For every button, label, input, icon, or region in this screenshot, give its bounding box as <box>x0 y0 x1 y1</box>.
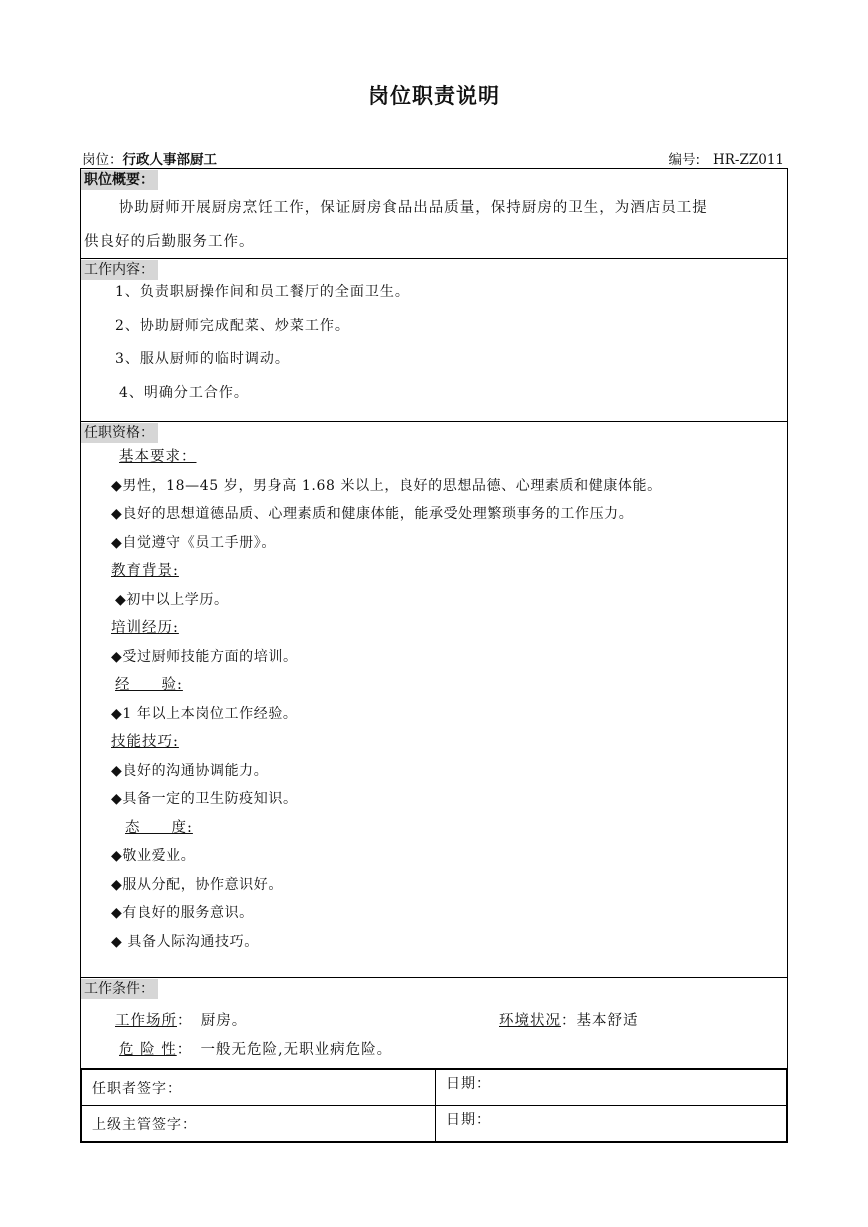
duty-item: 4、明确分工合作。 <box>119 384 249 401</box>
attitude-item: ◆有良好的服务意识。 <box>111 905 254 921</box>
summary-line-1: 协助厨师开展厨房烹饪工作，保证厨房食品出品质量，保持厨房的卫生，为酒店员工提 <box>118 200 708 216</box>
training-heading: 培训经历: <box>111 620 179 636</box>
environment-value: ：基本舒适 <box>561 1013 639 1029</box>
conditions-label: 工作条件： <box>81 979 158 999</box>
conditions-row-1 <box>81 1005 787 1035</box>
supervisor-signature: 上级主管签字： <box>82 1106 436 1142</box>
environment <box>499 1009 639 1030</box>
signature-table <box>81 1069 787 1142</box>
duty-item: 3、服从厨师的临时调动。 <box>115 351 290 367</box>
environment-label: 环境状况 <box>499 1013 561 1029</box>
qualifications-label: 任职资格： <box>81 423 158 443</box>
duty-item: 1、负责职厨操作间和员工餐厅的全面卫生。 <box>115 284 410 300</box>
summary-line-2: 供良好的后勤服务工作。 <box>84 234 255 250</box>
code-value: HR-ZZ011 <box>712 152 784 168</box>
attitude-item: ◆服从分配，协作意识好。 <box>111 876 283 893</box>
conditions-section <box>81 977 787 1068</box>
work-place-label: 工作场所 <box>115 1013 177 1029</box>
summary-label: 职位概要： <box>81 170 158 190</box>
risk <box>119 1038 392 1059</box>
duty-item: 2、协助厨师完成配菜、炒菜工作。 <box>115 317 350 334</box>
document-title: 岗位职责说明 <box>368 83 500 108</box>
code-line <box>669 148 784 168</box>
education-heading: 教育背景: <box>111 563 179 579</box>
basic-requirements-heading: 基本要求： <box>119 449 197 465</box>
signature-section <box>81 1068 787 1142</box>
holder-date: 日期： <box>436 1070 787 1106</box>
requirement-item: ◆自觉遵守《员工手册》。 <box>111 534 276 551</box>
skills-heading: 技能技巧: <box>111 734 179 750</box>
duties-label: 工作内容： <box>81 260 158 280</box>
attitude-heading: 态 度: <box>125 819 193 836</box>
qualifications-section <box>81 421 787 977</box>
summary-section <box>81 169 787 258</box>
risk-label: 危 险 性 <box>119 1042 177 1058</box>
conditions-row-2 <box>81 1035 787 1065</box>
training-item: ◆受过厨师技能方面的培训。 <box>111 648 298 665</box>
requirement-item: ◆男性，18—45 岁，男身高 1.68 米以上，良好的思想品德、心理素质和健康体能。 <box>111 477 662 494</box>
code-label: 编号: <box>668 152 701 168</box>
duties-section <box>81 258 787 421</box>
education-item: ◆初中以上学历。 <box>115 591 229 608</box>
position-value: 行政人事部厨工 <box>122 152 217 168</box>
work-place-value: ： 厨房。 <box>177 1013 248 1029</box>
skills-item: ◆良好的沟通协调能力。 <box>111 762 269 779</box>
work-place <box>115 1009 247 1030</box>
job-description-table <box>80 168 788 1143</box>
holder-signature: 任职者签字： <box>82 1070 436 1106</box>
experience-heading: 经 验: <box>115 677 183 693</box>
position-line <box>82 148 217 168</box>
attitude-item: ◆敬业爱业。 <box>111 848 196 864</box>
attitude-item: ◆ 具备人际沟通技巧。 <box>111 933 259 950</box>
experience-item: ◆1 年以上本岗位工作经验。 <box>111 705 298 722</box>
supervisor-date: 日期： <box>436 1106 787 1142</box>
position-label: 岗位： <box>82 152 123 168</box>
risk-value: ： 一般无危险,无职业病危险。 <box>176 1042 393 1058</box>
requirement-item: ◆良好的思想道德品质、心理素质和健康体能，能承受处理繁琐事务的工作压力。 <box>111 506 634 522</box>
skills-item: ◆具备一定的卫生防疫知识。 <box>111 791 298 807</box>
